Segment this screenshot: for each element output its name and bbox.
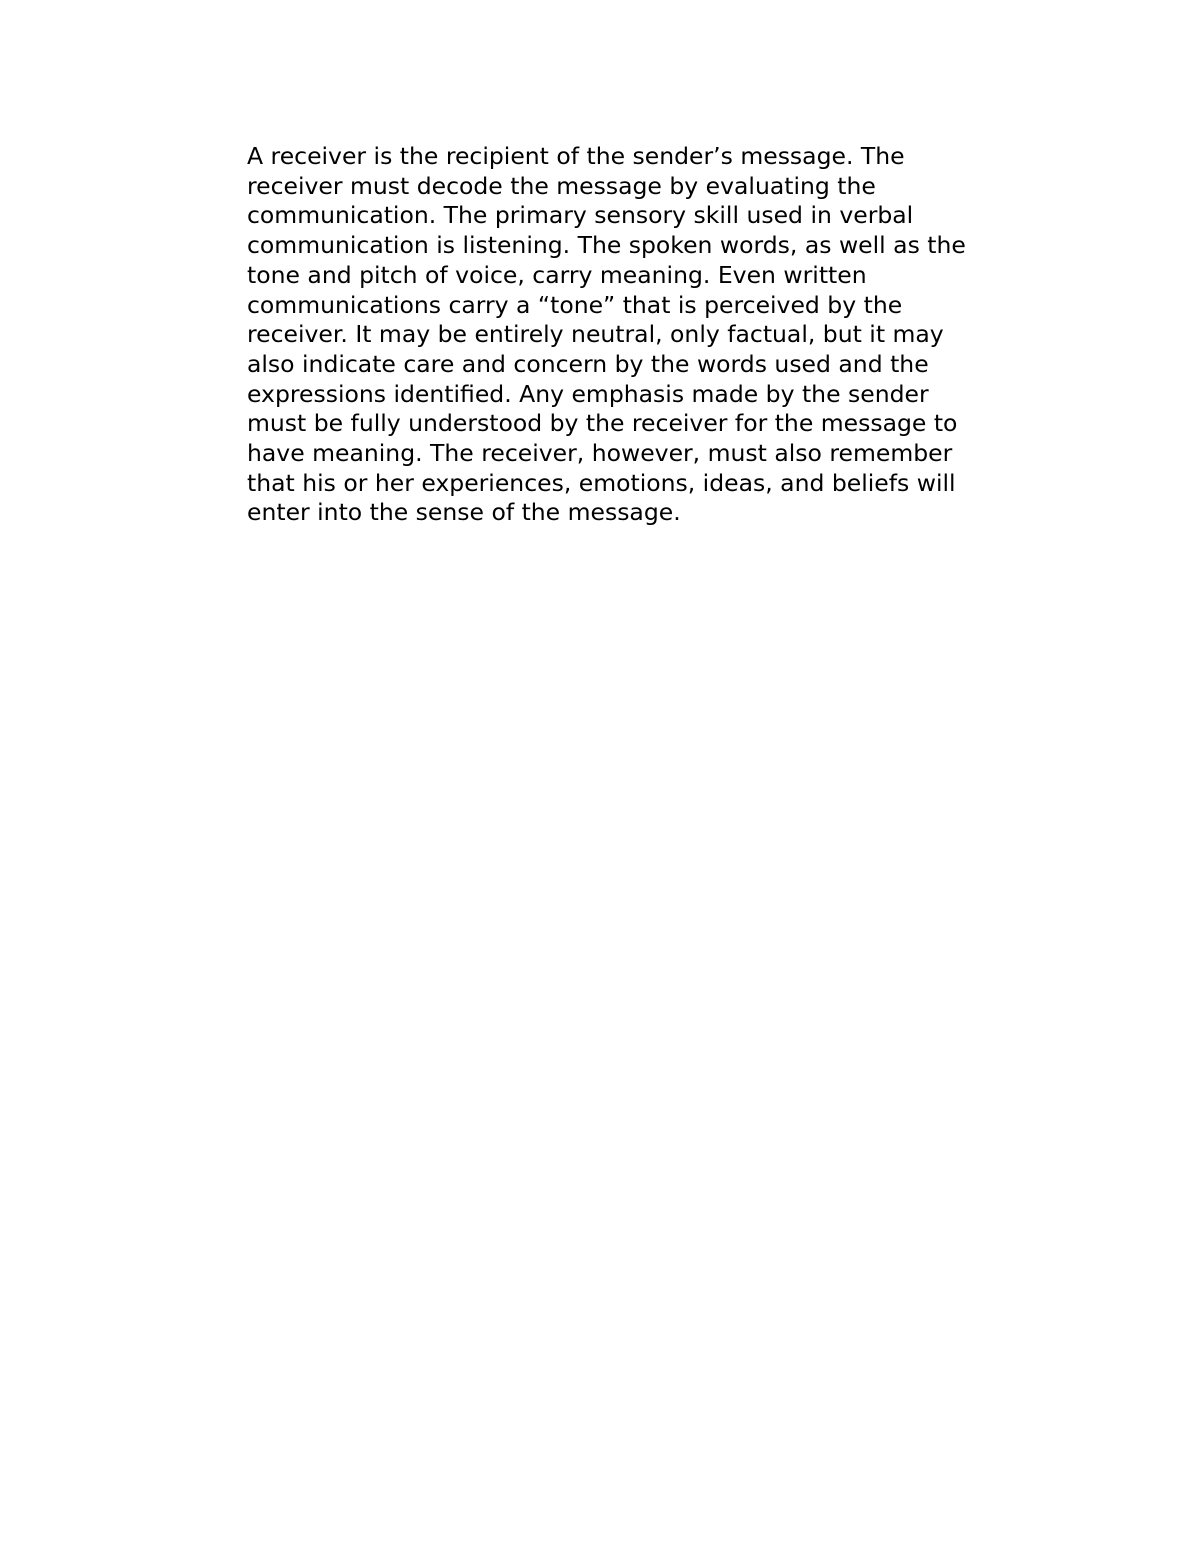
body-paragraph xyxy=(247,142,1067,528)
paragraph-line: receiver. It may be entirely neutral, only factual, but it may xyxy=(247,320,944,349)
paragraph-line: expressions identified. Any emphasis made by the sender xyxy=(247,379,929,408)
paragraph-line: enter into the sense of the message. xyxy=(247,498,681,527)
paragraph-line: A receiver is the recipient of the sender’s message. The xyxy=(247,142,905,170)
paragraph-line: communication is listening. The spoken words, as well as the xyxy=(247,231,966,260)
paragraph-line: have meaning. The receiver, however, must also remember xyxy=(247,439,953,468)
paragraph-line: also indicate care and concern by the words used and the xyxy=(247,349,929,378)
paragraph-line: communication. The primary sensory skill used in verbal xyxy=(247,201,914,230)
paragraph-line: must be fully understood by the receiver for the message to xyxy=(247,409,958,438)
paragraph-line: receiver must decode the message by evaluating the xyxy=(247,171,876,200)
paragraph-line: that his or her experiences, emotions, ideas, and beliefs will xyxy=(247,468,956,497)
paragraph-line: tone and pitch of voice, carry meaning. Even written xyxy=(247,260,867,289)
paragraph-line: communications carry a “tone” that is perceived by the xyxy=(247,290,903,319)
